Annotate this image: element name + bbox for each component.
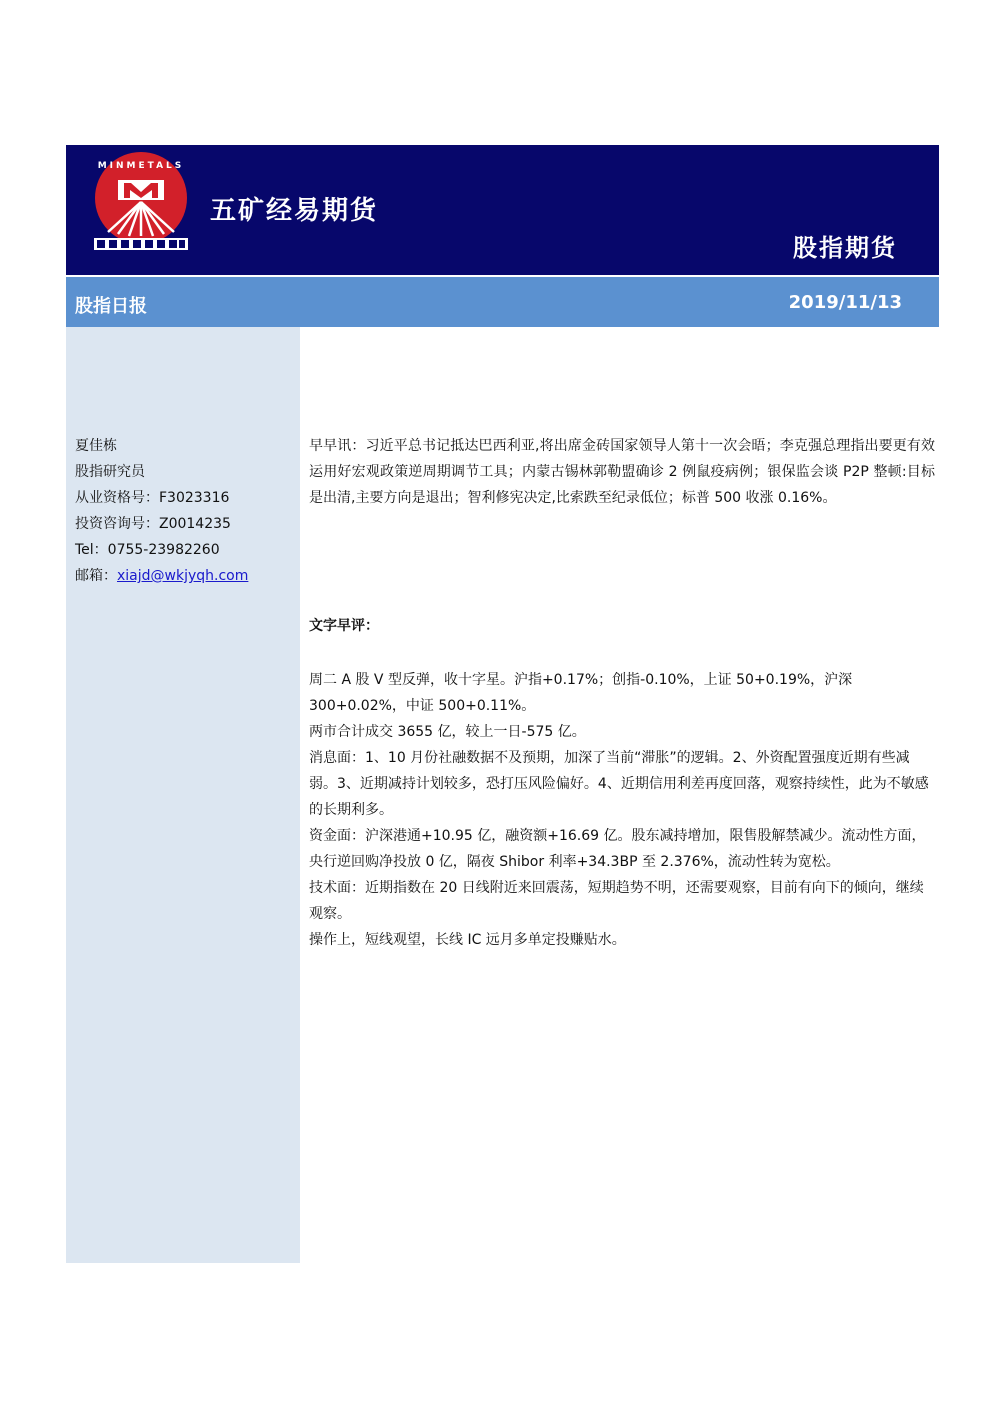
analyst-title: 股指研究员 (75, 464, 145, 480)
morning-news: 早早讯：习近平总书记抵达巴西利亚,将出席金砖国家领导人第十一次会晤；李克强总理指出要更有效运用好宏观政策逆周期调节工具；内蒙古锡林郭勒盟确诊 2 例鼠疫病例；银保监会谈 P2P 整顿:目标是出清,主要方向是退出；智利修宪决定,比索跌至纪录低位；标普 500 收涨 0.16%。 (309, 438, 935, 506)
report-type: 股指日报 (75, 296, 147, 317)
commentary-paragraph: 技术面：近期指数在 20 日线附近来回震荡，短期趋势不明，还需要观察，目前有向下的倾向，继续观察。 (309, 880, 924, 922)
company-name: 五矿经易期货 (210, 196, 379, 226)
product-title: 股指期货 (793, 234, 897, 262)
minmetals-logo (88, 150, 194, 256)
analyst-name: 夏佳栋 (75, 438, 117, 454)
commentary-paragraph: 消息面：1、10 月份社融数据不及预期，加深了当前“滞胀”的逻辑。2、外资配置强度近期有些减弱。3、近期减持计划较多，恐打压风险偏好。4、近期信用利差再度回落，观察持续性，此为不敏感的长期利多。 (309, 750, 929, 818)
commentary-paragraph: 资金面：沪深港通+10.95 亿，融资额+16.69 亿。股东减持增加，限售股解禁减少。流动性方面，央行逆回购净投放 0 亿，隔夜 Shibor 利率+34.3BP 至 2.376%，流动性转为宽松。 (309, 828, 926, 870)
main-content (309, 433, 935, 511)
commentary-paragraph: 周二 A 股 V 型反弹，收十字星。沪指+0.17%；创指-0.10%，上证 50+0.19%，沪深 300+0.02%，中证 500+0.11%。 (309, 672, 853, 714)
commentary-heading: 文字早评： (309, 618, 379, 634)
analyst-consulting-number: 投资咨询号：Z0014235 (75, 516, 231, 532)
analyst-email-row (75, 563, 248, 589)
report-date: 2019/11/13 (788, 292, 902, 313)
commentary-paragraph: 操作上，短线观望，长线 IC 远月多单定投赚贴水。 (309, 932, 626, 948)
analyst-license: 从业资格号：F3023316 (75, 490, 230, 506)
email-link[interactable]: xiajd@wkjyqh.com (117, 568, 249, 584)
analyst-tel: Tel：0755-23982260 (75, 542, 220, 558)
analyst-info (75, 433, 248, 589)
svg-text:MINMETALS: MINMETALS (97, 161, 185, 171)
email-label: 邮箱： (75, 568, 117, 584)
commentary-body (309, 667, 935, 953)
commentary-paragraph: 两市合计成交 3655 亿，较上一日-575 亿。 (309, 724, 586, 740)
